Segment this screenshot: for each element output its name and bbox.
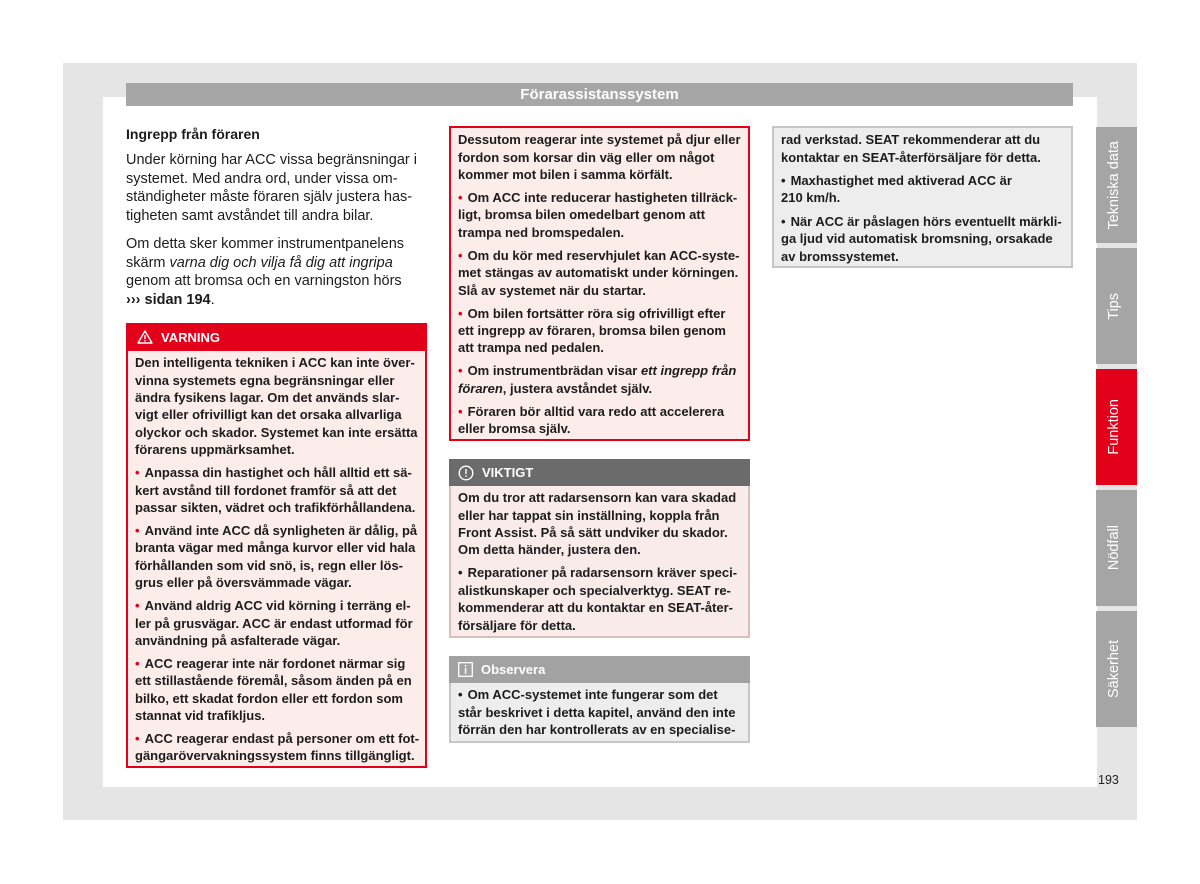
- note-box: [449, 656, 750, 743]
- bullet-item: [458, 403, 744, 438]
- text-line: kommenderar att du kontaktar en SEAT-åter-: [458, 600, 733, 616]
- text: ACC reagerar inte när fordonet närmar sig: [144, 655, 406, 671]
- side-tab-funktion[interactable]: [1096, 369, 1137, 485]
- important-label: VIKTIGT: [482, 465, 534, 480]
- chapter-title: Förarassistanssystem: [126, 83, 1073, 106]
- text-line: systemet. Med andra ord, under vissa om-: [126, 170, 398, 187]
- bullet-icon: •: [458, 565, 463, 581]
- text-line: av bromssystemet.: [781, 248, 899, 264]
- text-line: Om detta händer, justera den.: [458, 542, 641, 558]
- text-line: [458, 564, 744, 581]
- warning-triangle-icon: [137, 330, 153, 344]
- text-line: Under körning har ACC vissa begränsningar i: [126, 152, 417, 168]
- bullet-icon: •: [781, 173, 786, 189]
- text-line: [458, 247, 744, 264]
- warning-box-continued: [449, 126, 750, 441]
- text-line: [458, 686, 744, 703]
- text-line: förrän den har kontrollerats av en specialise-: [458, 722, 736, 738]
- text-line: Slå av systemet när du startar.: [458, 282, 646, 298]
- text: Om ACC-systemet inte fungerar som det: [467, 687, 718, 703]
- text-line: fordon som korsar din väg eller om något: [458, 149, 715, 165]
- text-line: vinna systemets egna begränsningar eller: [135, 372, 395, 388]
- bullet-item: [458, 189, 744, 241]
- text-line: stannat vid trafikljus.: [135, 708, 266, 724]
- text: Om du kör med reservhjulet kan ACC-syste-: [467, 247, 740, 263]
- side-tab-label: Säkerhet: [1105, 639, 1122, 699]
- important-header: [449, 459, 750, 486]
- side-tab-label: Funktion: [1105, 399, 1122, 455]
- note-content: [458, 686, 744, 738]
- text: .: [210, 292, 215, 309]
- side-tab-nodfall[interactable]: [1096, 490, 1137, 606]
- text-line: ett ingrepp av föraren, bromsa bilen genom: [458, 322, 726, 338]
- text-line: användning på asfalterade vägar.: [135, 632, 341, 648]
- text-line: [135, 464, 421, 481]
- bullet-item: [781, 172, 1067, 207]
- text-line: Dessutom reagerar inte systemet på djur eller: [458, 132, 741, 148]
- warning-header: [126, 323, 427, 351]
- side-tab-tekniska-data[interactable]: [1096, 127, 1137, 243]
- text-line: [135, 655, 421, 672]
- warning-content: [458, 131, 744, 437]
- page-reference-link[interactable]: sidan 194: [144, 292, 211, 309]
- text-line: ler på grusvägar. ACC är endast utformad för: [135, 615, 413, 631]
- bullet-item: [458, 247, 744, 299]
- cross-reference-arrows-icon: ›››: [126, 292, 141, 309]
- text: skärm: [126, 254, 170, 271]
- side-tab-label: Tips: [1105, 292, 1122, 320]
- text: ACC reagerar endast på personer om ett fot-: [144, 731, 420, 747]
- text-line: [458, 362, 744, 379]
- text-line: ligt, bromsa bilen omedelbart genom att: [458, 207, 706, 223]
- bullet-item: [135, 464, 421, 516]
- emphasis: varna dig och vilja få dig att ingripa: [169, 254, 393, 271]
- side-tab-tips[interactable]: [1096, 248, 1137, 364]
- bullet-icon: •: [135, 655, 140, 671]
- text: , justera avståndet själv.: [502, 380, 653, 396]
- exclamation-circle-icon: [458, 465, 474, 481]
- side-tab-label: Tekniska data: [1105, 140, 1122, 230]
- text-line: ändra fysikens lagar. Om det används slar-: [135, 390, 400, 406]
- bullet-icon: •: [458, 687, 463, 703]
- text: Anpassa din hastighet och håll alltid ett sä-: [144, 465, 412, 481]
- bullet-icon: •: [135, 465, 140, 481]
- text-line: kontaktar en SEAT-återförsäljare för detta.: [781, 149, 1041, 165]
- info-icon: [458, 662, 473, 677]
- intro-paragraph: [126, 235, 404, 310]
- bullet-item: [135, 597, 421, 649]
- text-line: rad verkstad. SEAT rekommenderar att du: [781, 132, 1041, 148]
- bullet-icon: •: [458, 190, 463, 206]
- bullet-item: [458, 305, 744, 357]
- bullet-icon: •: [458, 247, 463, 263]
- text-line: [126, 254, 404, 273]
- text: Om instrumentbrädan visar: [467, 363, 641, 379]
- text-line: eller har tappat sin inställning, koppla från: [458, 507, 720, 523]
- side-tab-sakerhet[interactable]: [1096, 611, 1137, 727]
- text-line: [458, 380, 744, 397]
- bullet-icon: •: [135, 523, 140, 538]
- page-number: 193: [1098, 773, 1119, 787]
- section-heading: Ingrepp från föraren: [126, 126, 260, 142]
- text-line: [126, 291, 404, 310]
- bullet-item: [781, 213, 1067, 265]
- text-line: Om detta sker kommer instrumentpanelens: [126, 236, 405, 252]
- bullet-item: [135, 522, 421, 592]
- text-line: genom att bromsa och en varningston hörs: [126, 273, 402, 290]
- text-line: ständigheter måste föraren själv justera has-: [126, 189, 413, 206]
- bullet-icon: •: [458, 305, 463, 321]
- text-line: förhållanden som vid snö, is, regn eller lös-: [135, 557, 404, 573]
- text-line: olyckor och skador. Systemet kan inte ersätta: [135, 424, 418, 440]
- emphasis: föraren: [458, 380, 503, 396]
- text-line: [135, 522, 421, 539]
- text: Reparationer på radarsensorn kräver speci-: [467, 565, 738, 581]
- note-header: [449, 656, 750, 683]
- text-line: alistkunskaper och specialverktyg. SEAT re-: [458, 582, 731, 598]
- text: Maxhastighet med aktiverad ACC är: [790, 173, 1012, 189]
- important-box: [449, 459, 750, 638]
- text-line: står beskrivet i detta kapitel, använd den inte: [458, 704, 736, 720]
- text-line: grus eller på översvämmade vägar.: [135, 575, 352, 591]
- text: Använd inte ACC då synligheten är dålig, på: [144, 523, 418, 538]
- text-line: försäljare för detta.: [458, 617, 576, 633]
- note-label: Observera: [481, 662, 546, 677]
- bullet-item: [135, 730, 421, 765]
- bullet-icon: •: [781, 213, 786, 229]
- text-line: vigt eller ofrivilligt kan det orsaka allvarliga: [135, 407, 402, 423]
- text-line: Om du tror att radarsensorn kan vara skadad: [458, 490, 737, 506]
- warning-label: VARNING: [161, 329, 220, 345]
- text-line: kert avstånd till fordonet framför så att det: [135, 482, 397, 498]
- emphasis: ett ingrepp från: [640, 363, 737, 379]
- text-line: gängarövervakningssystem finns tillgängligt.: [135, 748, 415, 764]
- text-line: trampa ned bromspedalen.: [458, 224, 625, 240]
- text: Använd aldrig ACC vid körning i terräng el-: [144, 598, 411, 614]
- text: När ACC är påslagen hörs eventuellt märkli-: [790, 213, 1062, 229]
- side-tab-label: Nödfall: [1105, 525, 1122, 571]
- intro-paragraph: [126, 151, 417, 226]
- text: Föraren bör alltid vara redo att accelerera: [467, 403, 725, 419]
- text-line: branta vägar med många kurvor eller vid hala: [135, 540, 416, 556]
- bullet-item: [135, 655, 421, 725]
- text-line: passar sikten, vädret och trafikförhållandena.: [135, 500, 416, 516]
- paragraph: [458, 489, 744, 559]
- text: Om ACC inte reducerar hastigheten tillräck-: [467, 190, 738, 206]
- text: Om bilen fortsätter röra sig ofrivilligt efter: [467, 305, 726, 321]
- text-line: ett stillastående föremål, såsom änden på en: [135, 673, 412, 689]
- paragraph: [458, 131, 744, 183]
- text-line: Front Assist. På så sätt undviker du skador.: [458, 525, 728, 541]
- warning-content: [135, 354, 421, 765]
- text-line: [458, 403, 744, 420]
- bullet-icon: •: [458, 363, 463, 379]
- bullet-icon: •: [135, 598, 140, 614]
- text-line: ga ljud vid automatisk bromsning, orsakade: [781, 231, 1053, 247]
- bullet-item: [458, 564, 744, 634]
- bullet-item: [458, 686, 744, 738]
- text-line: [781, 213, 1067, 230]
- text-line: [781, 172, 1067, 189]
- paragraph: [135, 354, 421, 458]
- bullet-item: [458, 362, 744, 397]
- text-line: met stängas av automatiskt under körningen.: [458, 265, 739, 281]
- paragraph: [781, 131, 1067, 166]
- text-line: att trampa ned pedalen.: [458, 340, 604, 356]
- text-line: [458, 305, 744, 322]
- text-line: [458, 189, 744, 206]
- bullet-icon: •: [135, 731, 140, 747]
- text-line: [135, 730, 421, 747]
- warning-box: [126, 323, 427, 768]
- text-line: tigheten samt avståndet till andra bilar.: [126, 208, 374, 225]
- important-content: [458, 489, 744, 634]
- text-line: eller bromsa själv.: [458, 421, 571, 437]
- text-line: kommer mot bilen i samma körfält.: [458, 167, 673, 183]
- text-line: förarens uppmärksamhet.: [135, 442, 295, 458]
- note-box-continued: [772, 126, 1073, 268]
- text-line: 210 km/h.: [781, 190, 841, 206]
- bullet-icon: •: [458, 403, 463, 419]
- note-content: [781, 131, 1067, 265]
- text-line: bilko, ett skadat fordon eller ett fordon som: [135, 690, 403, 706]
- text-line: [135, 597, 421, 614]
- text-line: Den intelligenta tekniken i ACC kan inte över-: [135, 355, 415, 371]
